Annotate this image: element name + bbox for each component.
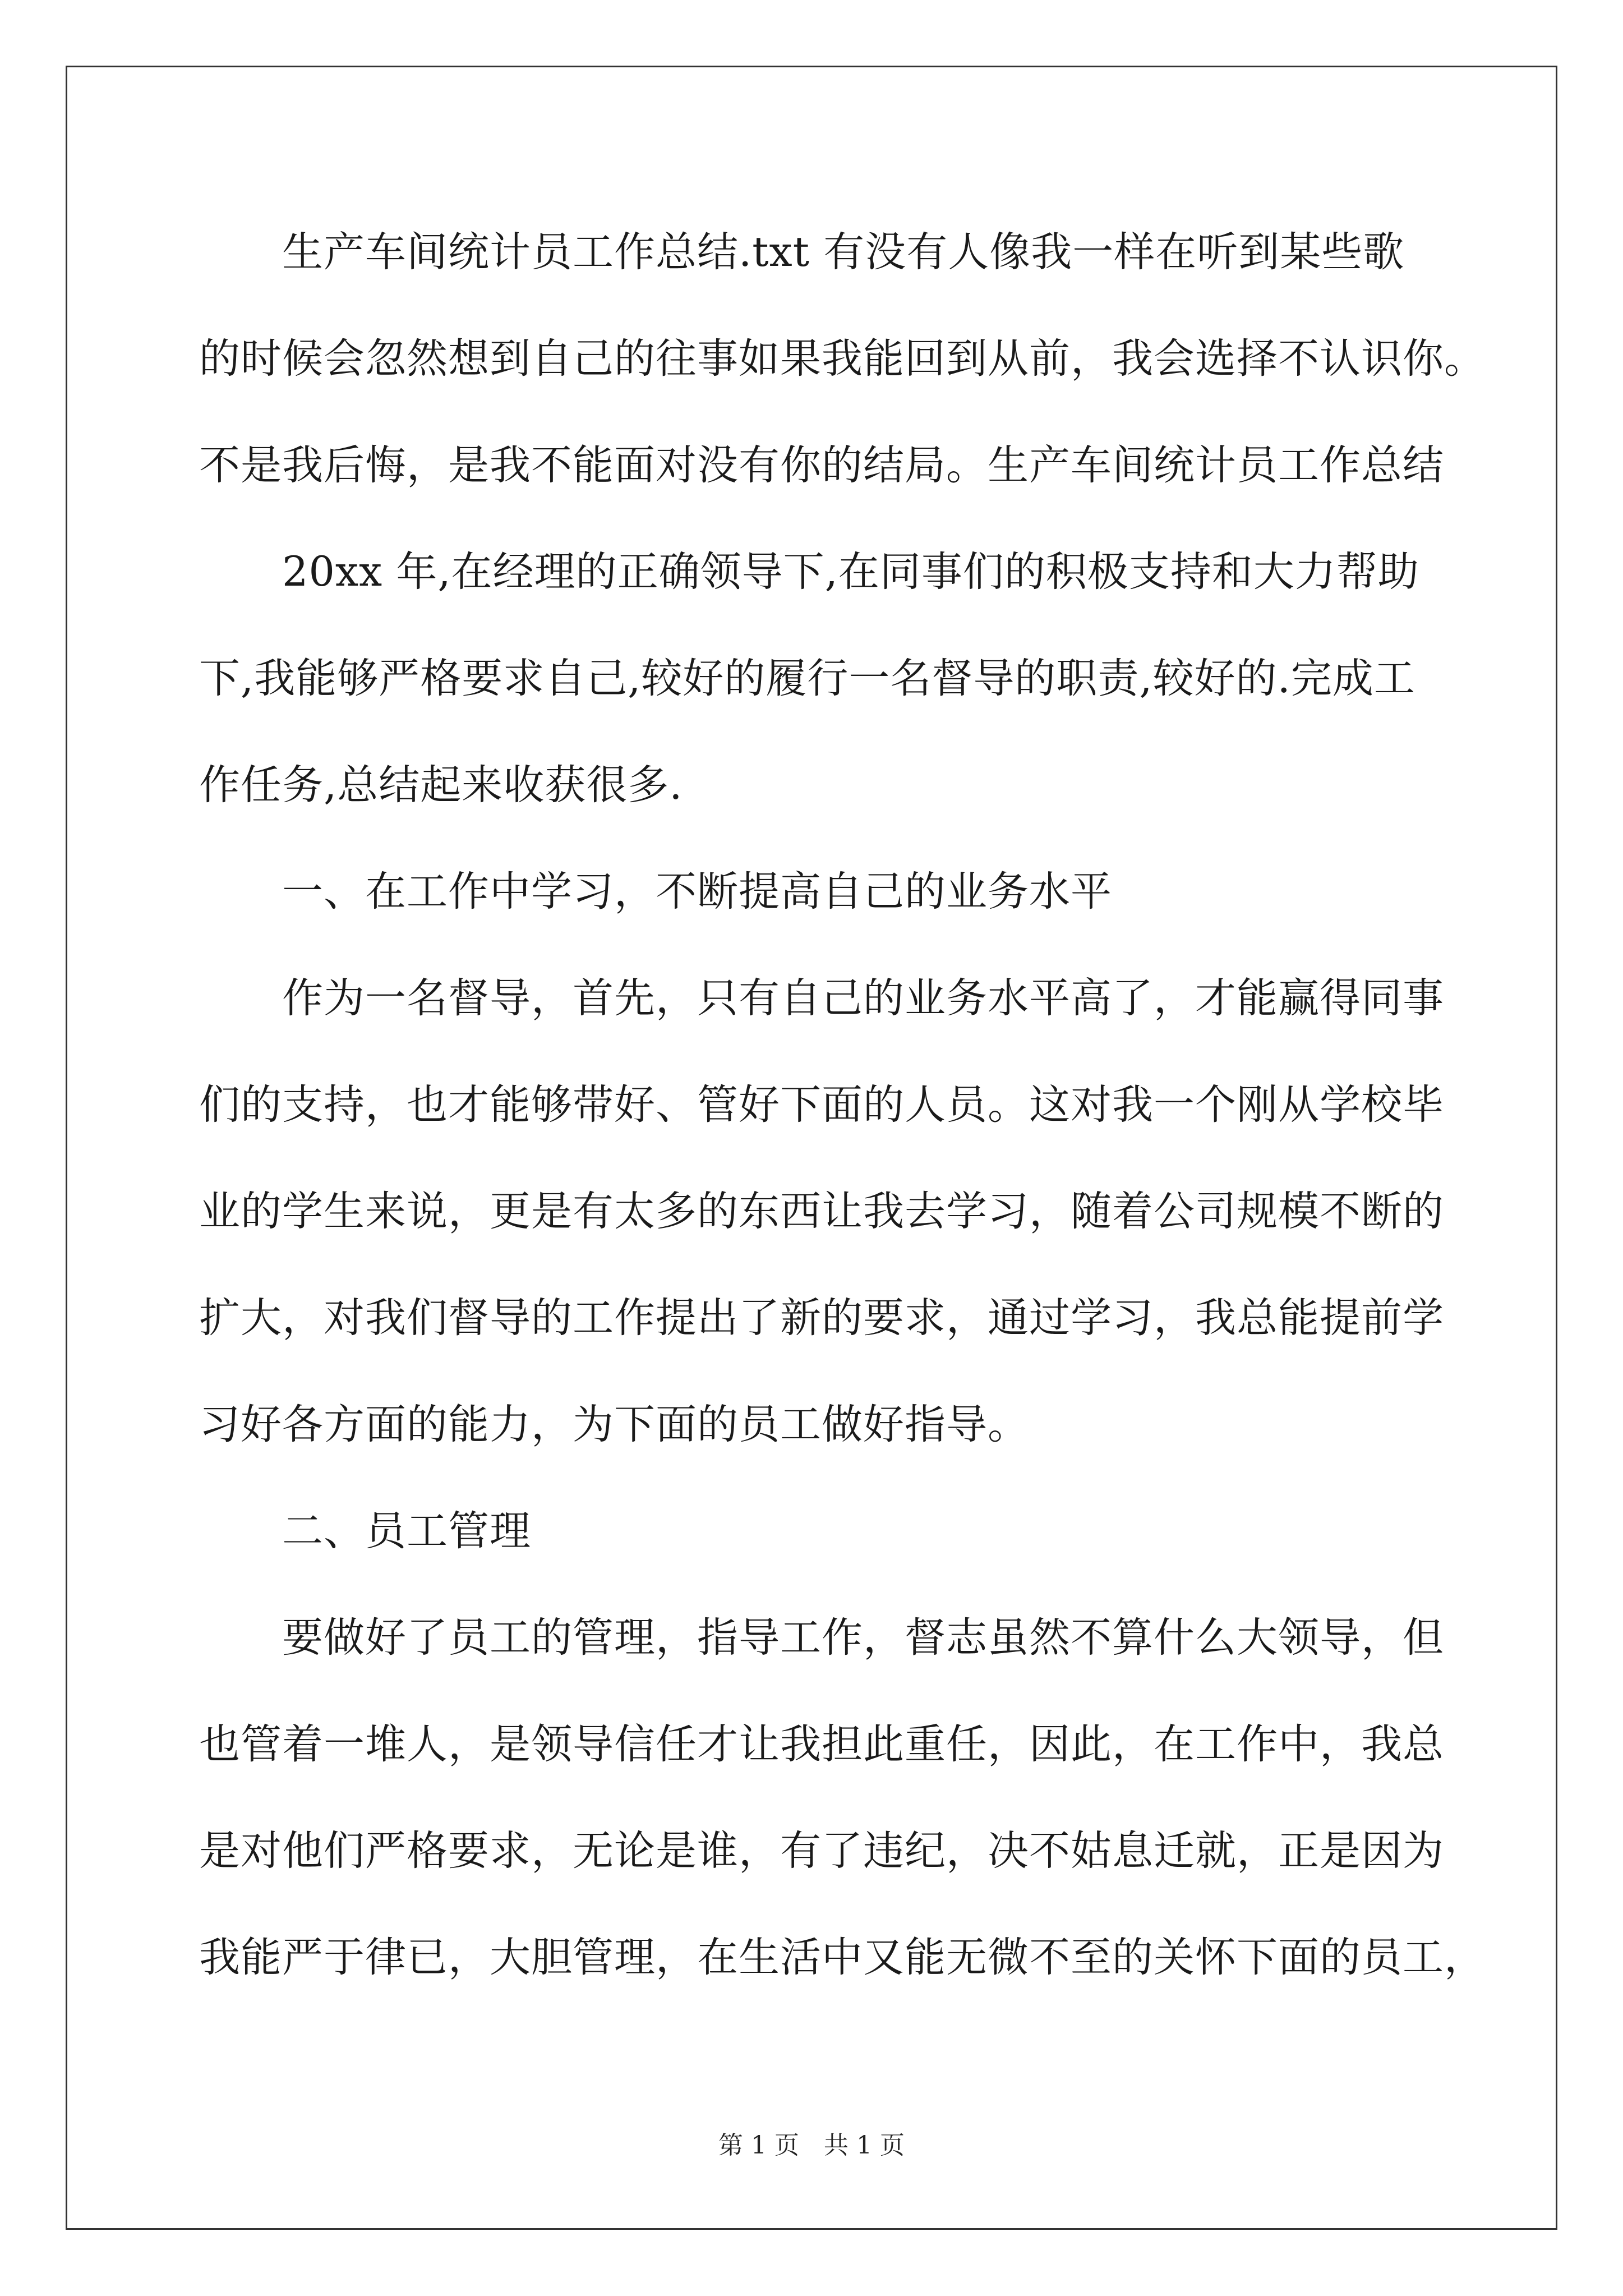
text-line: 也管着一堆人，是领导信任才让我担此重任，因此，在工作中，我总 <box>199 1720 1444 1768</box>
text-line: 们的支持，也才能够带好、管好下面的人员。这对我一个刚从学校毕 <box>199 1081 1444 1129</box>
text-line: 不是我后悔，是我不能面对没有你的结局。生产车间统计员工作总结 <box>199 441 1444 489</box>
text-line: 20xx 年,在经理的正确领导下,在同事们的积极支持和大力帮助 <box>199 548 1419 596</box>
section-heading: 一、在工作中学习，不断提高自己的业务水平 <box>199 868 1112 915</box>
text-line: 习好各方面的能力，为下面的员工做好指导。 <box>199 1401 1029 1448</box>
text-line: 我能严于律已，大胆管理，在生活中又能无微不至的关怀下面的员工， <box>199 1934 1486 1981</box>
text-line: 是对他们严格要求，无论是谁，有了违纪，决不姑息迁就，正是因为 <box>199 1827 1444 1875</box>
text-line: 下,我能够严格要求自己,较好的履行一名督导的职责,较好的.完成工 <box>199 655 1415 702</box>
text-line: 生产车间统计员工作总结.txt 有没有人像我一样在听到某些歌 <box>199 228 1405 276</box>
text-line: 业的学生来说，更是有太多的东西让我去学习，随着公司规模不断的 <box>199 1188 1444 1235</box>
section-heading: 二、员工管理 <box>199 1507 531 1555</box>
page-footer: 第 1 页 共 1 页 <box>718 2131 905 2160</box>
text-line: 作任务,总结起来收获很多. <box>199 761 683 809</box>
text-line: 要做好了员工的管理，指导工作，督志虽然不算什么大领导，但 <box>199 1614 1444 1662</box>
text-line: 扩大，对我们督导的工作提出了新的要求，通过学习，我总能提前学 <box>199 1294 1444 1342</box>
text-line: 作为一名督导，首先，只有自己的业务水平高了，才能赢得同事 <box>199 974 1444 1022</box>
text-line: 的时候会忽然想到自己的往事如果我能回到从前，我会选择不认识你。 <box>199 335 1486 383</box>
